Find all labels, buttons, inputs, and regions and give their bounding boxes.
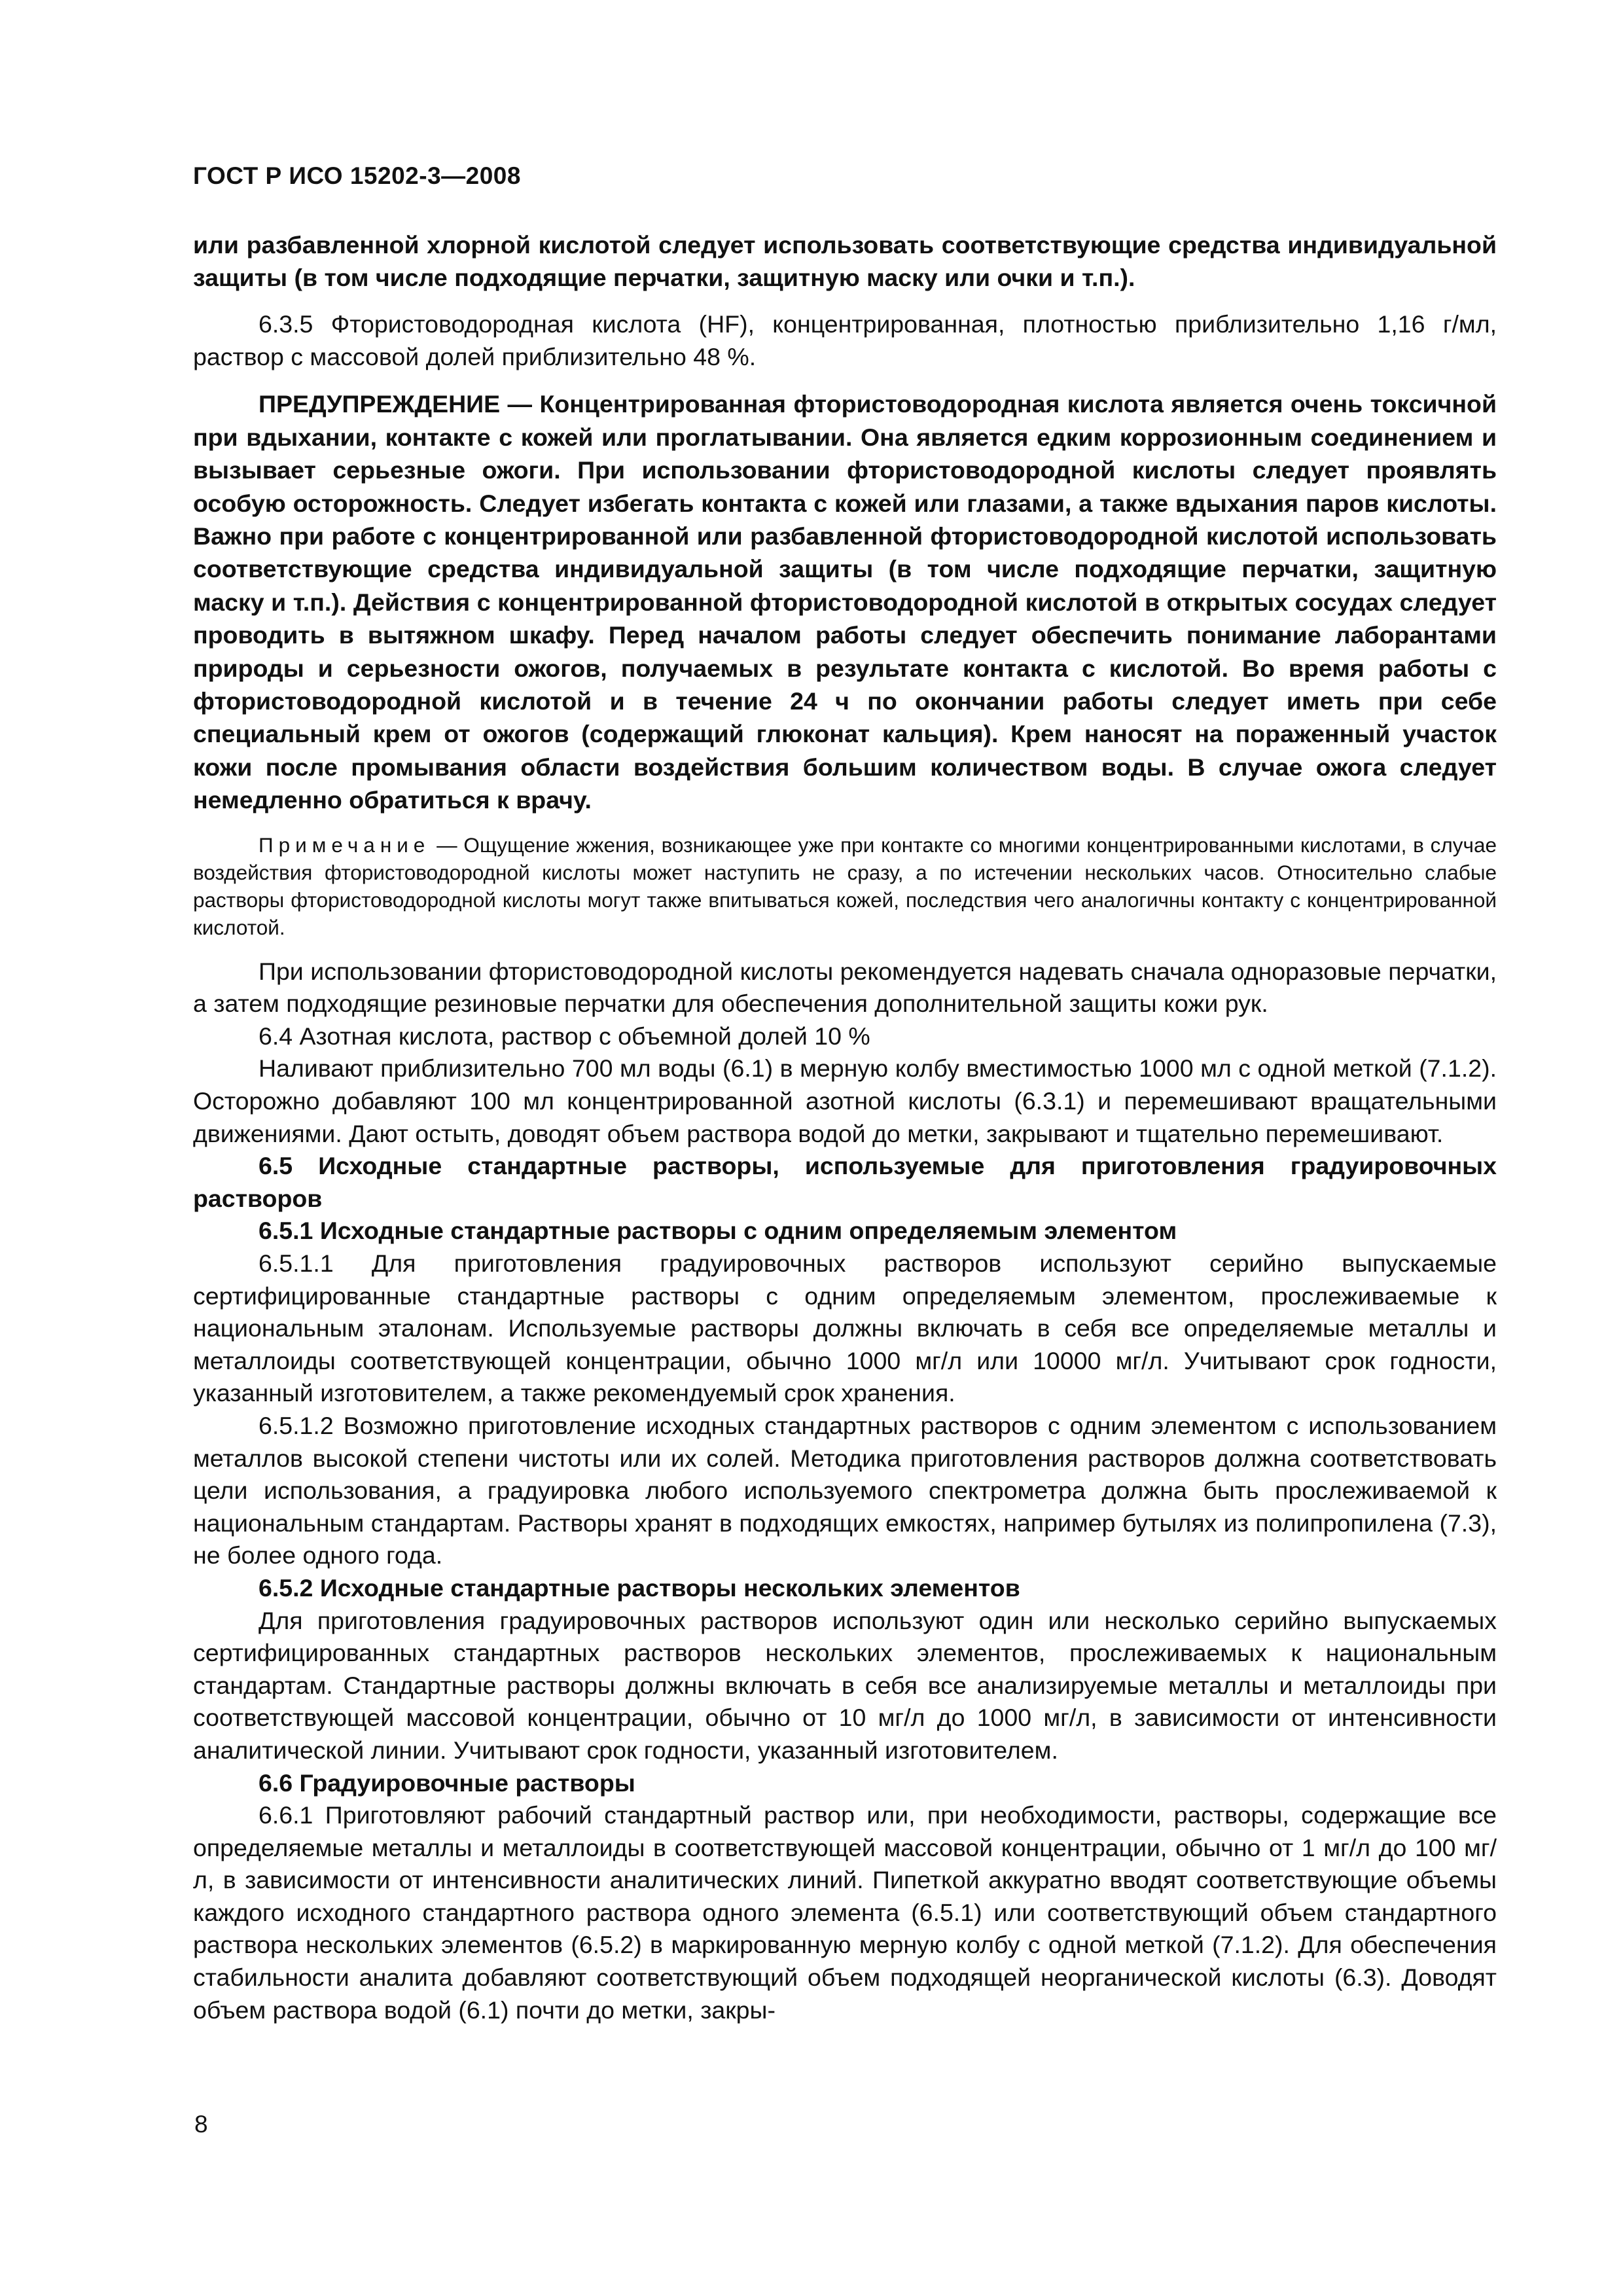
paragraph-continuation: или разбавленной хлорной кислотой следует использовать соответствующие средства индивидуальной защиты (в том числе подходящие перчатки, защитную маску или очки и т.п.).: [193, 231, 1497, 291]
paragraph-gloves: При использовании фтористоводородной кислоты рекомендуется надевать сначала одноразовые перчатки, а затем подходящие резиновые перчатки для обеспечения дополнительной защиты кожи рук.: [193, 957, 1497, 1018]
paragraph-6-5-2: Для приготовления градуировочных растворов используют один или несколько серийно выпускаемых сертифицированных стандартных растворов нескольких элементов, прослеживаемых к национальным стандартам. Стандартные растворы должны включать в себя все анализируемые металлы и металлоиды при соответствующей массовой концентрации, обычно от 10 мг/л до 1000 мг/л, в зависимости от интенсивности аналитической линии. Учитывают срок годности, указанный изготовителем.: [193, 1606, 1497, 1764]
note-text: — Ощущение жжения, возникающее уже при контакте со многими концентрированными кислотами, в случае воздействия фтористоводородной кислоты может наступить не сразу, а по истечении нескольких часов. Относительно слабые растворы фтористоводородной кислоты могут также впитываться кожей, последствия чего аналогичны контакту с концентрированной кислотой.: [193, 833, 1497, 939]
paragraph-6-6-1: 6.6.1 Приготовляют рабочий стандартный раствор или, при необходимости, растворы, содержащие все определяемые металлы и металлоиды в соответствующей массовой концентрации, обычно от 1 мг/л до 100 мг/л, в зависимости от интенсивности аналитических линий. Пипеткой аккуратно вводят соответствующие объемы каждого исходного стандартного раствора одного элемента (6.5.1) или соответствующий объем стандартного раствора нескольких элементов (6.5.2) в маркированную мерную колбу с одной меткой (7.1.2). Для обеспечения стабильности аналита добавляют соответствующий объем подходящей неорганической кислоты (6.3). Доводят объем раствора водой (6.1) почти до метки, закры-: [193, 1801, 1497, 2024]
paragraph-6-5-1-2: 6.5.1.2 Возможно приготовление исходных стандартных растворов с одним элементом с использованием металлов высокой степени чистоты или их солей. Методика приготовления растворов должна соответствовать цели использования, а градуировка любого используемого спектрометра должна быть прослеживаемой к национальным стандартам. Растворы хранят в подходящих емкостях, например бутылях из полипропилена (7.3), не более одного года.: [193, 1411, 1497, 1570]
warning-paragraph: ПРЕДУПРЕЖДЕНИЕ — Концентрированная фтористоводородная кислота является очень токсичной при вдыхании, контакте с кожей или проглатывании. Она является едким коррозионным соединением и вызывает серьезные ожоги. При использовании фтористоводородной кислоты следует проявлять особую осторожность. Следует избегать контакта с кожей или глазами, а также вдыхания паров кислоты. Важно при работе с концентрированной или разбавленной фтористоводородной кислотой использовать соответствующие средства индивидуальной защиты (в том числе подходящие перчатки, защитную маску и т.п.). Действия с концентрированной фтористоводородной кислотой в открытых сосудах следует проводить в вытяжном шкафу. Перед началом работы следует обеспечить понимание лаборантами природы и серьезности ожогов, получаемых в результате контакта с кислотой. Во время работы с фтористоводородной кислотой и в течение 24 ч по окончании работы следует иметь при себе специальный крем от ожогов (содержащий глюконат кальция). Крем наносят на пораженный участок кожи после промывания области воздействия большим количеством воды. В случае ожога следует немедленно обратиться к врачу.: [193, 390, 1497, 814]
heading-6-5-1: 6.5.1 Исходные стандартные растворы с одним определяемым элементом: [259, 1217, 1177, 1245]
document-body: [193, 229, 1497, 2026]
paragraph-6-4: 6.4 Азотная кислота, раствор с объемной долей 10 %: [259, 1022, 870, 1050]
note-label: Примечание: [259, 833, 431, 857]
paragraph-6-4-procedure: Наливают приблизительно 700 мл воды (6.1) в мерную колбу вместимостью 1000 мл с одной меткой (7.1.2). Осторожно добавляют 100 мл концентрированной азотной кислоты (6.3.1) и перемешивают вращательными движениями. Дают остыть, доводят объем раствора водой до метки, закрывают и тщательно перемешивают.: [193, 1054, 1497, 1147]
page-number: 8: [194, 2111, 208, 2138]
paragraph-6-5-1-1: 6.5.1.1 Для приготовления градуировочных растворов используют серийно выпускаемые сертифицированные стандартные растворы с одним определяемым элементом, прослеживаемые к национальным эталонам. Используемые растворы должны включать в себя все определяемые металлы и металлоиды соответствующей концентрации, обычно 1000 мг/л или 10000 мг/л. Учитывают срок годности, указанный изготовителем, а также рекомендуемый срок хранения.: [193, 1249, 1497, 1407]
note-paragraph: [193, 831, 1497, 941]
paragraph-6-3-5: 6.3.5 Фтористоводородная кислота (HF), концентрированная, плотностью приблизительно 1,16 г/мл, раствор с массовой долей приблизительно 48 %.: [193, 310, 1497, 370]
heading-6-5-2: 6.5.2 Исходные стандартные растворы нескольких элементов: [259, 1573, 1020, 1602]
heading-6-6: 6.6 Градуировочные растворы: [259, 1768, 635, 1797]
heading-6-5: 6.5 Исходные стандартные растворы, используемые для приготовления градуировочных растворов: [193, 1152, 1497, 1212]
document-code-header: ГОСТ Р ИСО 15202-3—2008: [193, 162, 521, 189]
